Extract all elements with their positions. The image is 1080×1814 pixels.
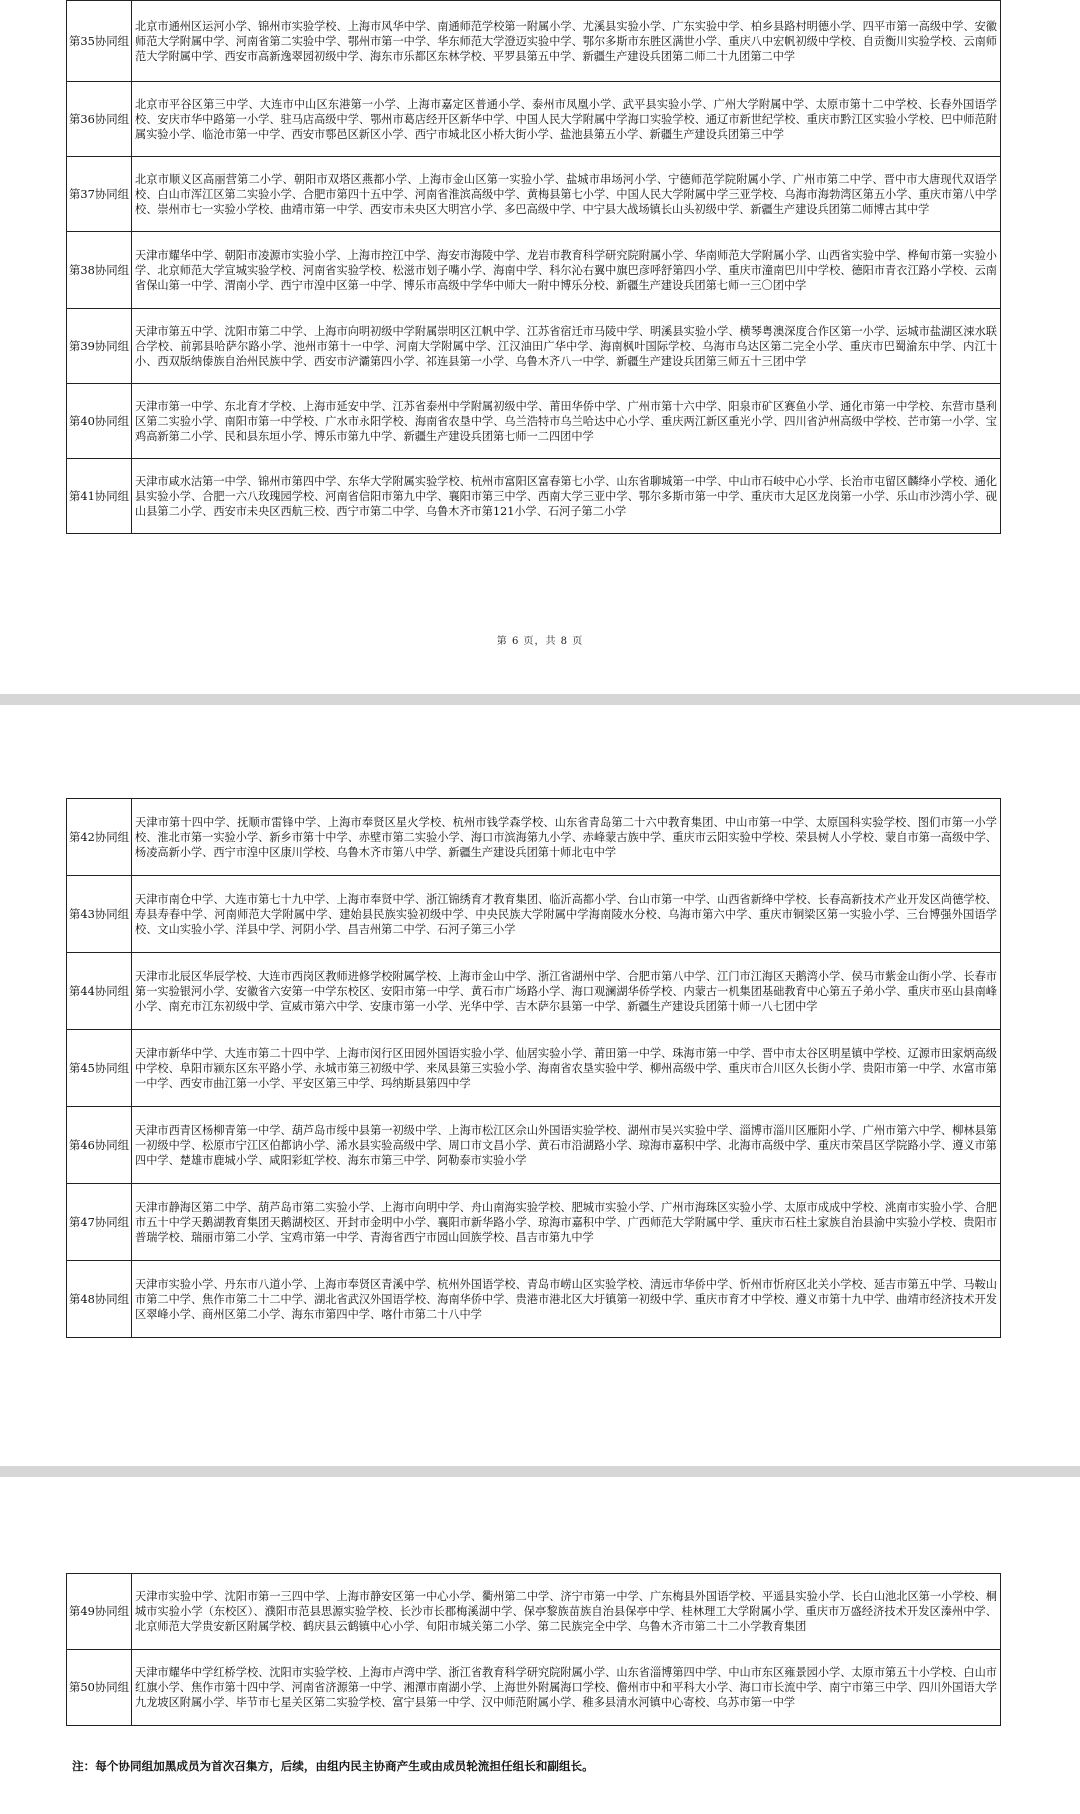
group-members: 北京市平谷区第三中学、大连市中山区东港第一小学、上海市嘉定区普通小学、泰州市凤凰小学、武平县实验小学、广州大学附属中学、太原市第十二中学校、长春外国语学校、安庆市华中路第一小学、驻马店高级中学、鄂州市葛店经开区新华中学、中国人民大学附属中学海口实验学校、通辽市新世纪学校、重庆市黔江区实验小学校、巴中师范附属实验小学、临沧市第一中学、西安市鄠邑区新区小学、西宁市城北区小桥大街小学、盐池县第五小学、新疆生产建设兵团第三中学: [132, 82, 1001, 157]
table-row: [67, 1574, 1001, 1650]
group-members: 天津市咸水沽第一中学、锦州市第四中学、东华大学附属实验学校、杭州市富阳区富春第七小学、山东省聊城第一中学、中山市石岐中心小学、长治市屯留区麟绛小学校、通化县实验小学、合肥一六八玫瑰园学校、河南省信阳市第九中学、襄阳市第三中学、西南大学三亚中学、鄂尔多斯市第一中学、重庆市大足区龙岗第一小学、乐山市沙湾小学、砚山县第二小学、西安市未央区西航三校、西宁市第二中学、乌鲁木齐市第121小学、石河子第二小学: [132, 459, 1001, 534]
group-name: 第45协同组: [67, 1030, 132, 1107]
table-row: [67, 309, 1001, 384]
table-row: [67, 953, 1001, 1030]
table-row: [67, 82, 1001, 157]
group-name: 第48协同组: [67, 1261, 132, 1338]
table-row: [67, 1650, 1001, 1726]
document-page-7: [0, 705, 1080, 1471]
page-separator: [0, 1466, 1080, 1477]
group-table-page-8: [66, 1573, 1001, 1726]
group-name: 第46协同组: [67, 1107, 132, 1184]
group-name: 第50协同组: [67, 1650, 132, 1726]
page-number-footer: 第 6 页，共 8 页: [496, 636, 584, 647]
table-row: [67, 1030, 1001, 1107]
group-members: 天津市西青区杨柳青第一中学、葫芦岛市绥中县第一初级中学、上海市松江区佘山外国语实验学校、湖州市吴兴实验中学、淄博市淄川区雁阳小学、广州市第六中学、柳林县第一初级中学、松原市宁江区伯都讷小学、浠水县实验高级中学、周口市文昌小学、黄石市沿湖路小学、琼海市嘉积中学、北海市高级中学、重庆市荣昌区学院路小学、遵义市第四中学、楚雄市鹿城小学、咸阳彩虹学校、海东市第三中学、阿勒泰市实验小学: [132, 1107, 1001, 1184]
group-name: 第38协同组: [67, 232, 132, 309]
group-members: 天津市新华中学、大连市第二十四中学、上海市闵行区田园外国语实验小学、仙居实验小学、莆田第一中学、珠海市第一中学、晋中市太谷区明星镇中学校、辽源市田家炳高级中学校、阜阳市颍东区东平路小学、永城市第三初级中学、来凤县第三实验小学、海南省农垦实验中学、柳州高级中学、重庆市合川区久长街小学、贵阳市第一中学、水富市第一中学、西安市曲江第一小学、平安区第三中学、玛纳斯县第四中学: [132, 1030, 1001, 1107]
table-row: [67, 1, 1001, 82]
group-name: 第35协同组: [67, 1, 132, 82]
footnote: 注：每个协同组加黑成员为首次召集方，后续，由组内民主协商产生或由成员轮流担任组长和副组长。: [72, 1759, 594, 1773]
group-name: 第41协同组: [67, 459, 132, 534]
group-members: 天津市第一中学、东北育才学校、上海市延安中学、江苏省泰州中学附属初级中学、莆田华侨中学、广州市第十六中学、阳泉市矿区赛鱼小学、通化市第一中学校、东营市垦利区第二实验小学、南阳市第一中学校、广水市永阳学校、海南省农垦中学、乌兰浩特市乌兰哈达中心小学、重庆两江新区重光小学、四川省泸州高级中学校、芒市第一小学、宝鸡高新第二小学、民和县东垣小学、博乐市第九中学、新疆生产建设兵团第七师一二四团中学: [132, 384, 1001, 459]
table-row: [67, 876, 1001, 953]
group-table-page-7: [66, 798, 1001, 1338]
table-row: [67, 1261, 1001, 1338]
group-name: 第39协同组: [67, 309, 132, 384]
group-name: 第44协同组: [67, 953, 132, 1030]
table-row: [67, 1107, 1001, 1184]
group-name: 第49协同组: [67, 1574, 132, 1650]
group-members: 天津市实验小学、丹东市八道小学、上海市奉贤区青溪中学、杭州外国语学校、青岛市崂山区实验学校、清远市华侨中学、忻州市忻府区北关小学校、延吉市第五中学、马鞍山市第二中学、焦作市第二十二中学、湖北省武汉外国语学校、海南华侨中学、贵港市港北区大圩镇第一初级中学、重庆市育才中学校、遵义市第十九中学、曲靖市经济技术开发区翠峰小学、商州区第二小学、海东市第四中学、喀什市第二十八中学: [132, 1261, 1001, 1338]
table-row: [67, 1184, 1001, 1261]
group-table-page-6: [66, 0, 1001, 534]
group-name: 第40协同组: [67, 384, 132, 459]
table-row: [67, 157, 1001, 232]
group-name: 第37协同组: [67, 157, 132, 232]
table-row: [67, 459, 1001, 534]
group-members: 天津市北辰区华辰学校、大连市西岗区教师进修学校附属学校、上海市金山中学、浙江省湖州中学、合肥市第八中学、江门市江海区天鹅湾小学、侯马市紫金山街小学、长春市第一实验银河小学、安徽省六安第一中学东校区、安阳市第一中学、黄石市广场路小学、海口观澜湖华侨学校、内蒙古一机集团基础教育中心第五子弟小学、重庆市巫山县南峰小学、南充市江东初级中学、宣威市第六中学、安康市第一小学、光华中学、吉木萨尔县第一中学、新疆生产建设兵团第十师一八七团中学: [132, 953, 1001, 1030]
table-row: [67, 384, 1001, 459]
group-members: 北京市顺义区高丽营第二小学、朝阳市双塔区燕都小学、上海市金山区第一实验小学、盐城市串场河小学、宁德师范学院附属小学、广州市第二中学、晋中市大唐现代双语学校、白山市浑江区第二实验小学、合肥市第四十五中学、河南省淮滨高级中学、黄梅县第七小学、中国人民大学附属中学三亚学校、乌海市海勃湾区第五小学、重庆市第八中学校、崇州市七一实验小学校、曲靖市第一中学、西安市未央区大明宫小学、多巴高级中学、中宁县大战场镇长山头初级中学、新疆生产建设兵团第二师博古其中学: [132, 157, 1001, 232]
group-members: 天津市静海区第二中学、葫芦岛市第二实验小学、上海市向明中学、舟山南海实验学校、肥城市实验小学、广州市海珠区实验小学、太原市成成中学校、洮南市实验小学、合肥市五十中学天鹅湖教育集团天鹅湖校区、开封市金明中小学、襄阳市新华路小学、琼海市嘉积中学、广西师范大学附属中学、重庆市石柱土家族自治县渝中实验小学校、贵阳市普瑞学校、瑞丽市第二小学、宝鸡市第一中学、青海省西宁市园山回族学校、昌吉市第九中学: [132, 1184, 1001, 1261]
group-name: 第47协同组: [67, 1184, 132, 1261]
document-page-6: [0, 0, 1080, 718]
group-name: 第36协同组: [67, 82, 132, 157]
group-name: 第42协同组: [67, 799, 132, 876]
group-members: 天津市耀华中学红桥学校、沈阳市实验学校、上海市卢湾中学、浙江省教育科学研究院附属小学、山东省淄博第四中学、中山市东区雍景园小学、太原市第五十小学校、白山市红旗小学、焦作市第十四中学、河南省济源第一中学、湘潭市南湖小学、上海世外附属海口学校、儋州市中和平科大小学、海口市长流中学、南宁市第三中学、四川外国语大学九龙坡区附属小学、毕节市七星关区第二实验学校、富宁县第一中学、汉中师范附属小学、稚多县清水河镇中心寄校、乌苏市第一中学: [132, 1650, 1001, 1726]
table-row: [67, 799, 1001, 876]
page-separator: [0, 694, 1080, 705]
group-members: 天津市实验中学、沈阳市第一三四中学、上海市静安区第一中心小学、衢州第二中学、济宁市第一中学、广东梅县外国语学校、平遥县实验小学、长白山池北区第一小学校、桐城市实验小学（东校区）、濮阳市范县思源实验学校、长沙市长郡梅溪湖中学、保亭黎族苗族自治县保亭中学、桂林理工大学附属小学、重庆市万盛经济技术开发区溱州中学、北京师范大学贵安新区附属学校、鹤庆县云鹤镇中心小学、旬阳市城关第二小学、第二民族完全中学、乌鲁木齐市第二十二小学教育集团: [132, 1574, 1001, 1650]
group-members: 天津市第五中学、沈阳市第二中学、上海市向明初级中学附属崇明区江帆中学、江苏省宿迁市马陵中学、明溪县实验小学、横琴粤澳深度合作区第一小学、运城市盐湖区涑水联合学校、前郭县哈萨尔路小学、池州市第十一中学、河南大学附属中学、江汉油田广华中学、海南枫叶国际学校、乌海市乌达区第二完全小学、重庆市巴蜀渝东中学、内江十小、西双版纳傣族自治州民族中学、西安市浐灞第四小学、祁连县第一小学、乌鲁木齐八一中学、新疆生产建设兵团第三师五十三团中学: [132, 309, 1001, 384]
table-row: [67, 232, 1001, 309]
group-members: 北京市通州区运河小学、锦州市实验学校、上海市风华中学、南通师范学校第一附属小学、尤溪县实验小学、广东实验中学、柏乡县路村明德小学、四平市第一高级中学、安徽师范大学附属中学、河南省第二实验中学、鄂州市第一中学、华东师范大学澄迈实验中学、鄂尔多斯市东胜区满世小学、重庆八中宏帆初级中学校、自贡衡川实验学校、云南师范大学附属中学、西安市高新逸翠园初级中学、海东市乐都区东林学校、平罗县第五中学、新疆生产建设兵团第二师二十九团第二中学: [132, 1, 1001, 82]
group-members: 天津市第十四中学、抚顺市雷锋中学、上海市奉贤区星火学校、杭州市钱学森学校、山东省青岛第二十六中教育集团、中山市第一中学、太原国科实验学校、图们市第一小学校、淮北市第一实验小学、新乡市第十中学、赤壁市第二实验小学、海口市滨海第九小学、赤峰蒙古族中学、重庆市云阳实验中学校、荣县树人小学校、蒙自市第一高级中学、杨凌高新小学、西宁市湟中区康川学校、乌鲁木齐市第八中学、新疆生产建设兵团第十师北屯中学: [132, 799, 1001, 876]
group-name: 第43协同组: [67, 876, 132, 953]
group-members: 天津市耀华中学、朝阳市凌源市实验小学、上海市控江中学、海安市海陵中学、龙岩市教育科学研究院附属小学、华南师范大学附属小学、山西省实验中学、桦甸市第一实验小学、北京师范大学宣城实验学校、河南省实验学校、松滋市划子嘴小学、海南中学、科尔沁右翼中旗巴彦呼舒第四小学、重庆市潼南巴川中学校、德阳市青衣江路小学校、云南省保山第一中学、渭南小学、西宁市湟中区第一中学、博乐市高级中学华中师大一附中博乐分校、新疆生产建设兵团第七师一三〇团中学: [132, 232, 1001, 309]
group-members: 天津市南仓中学、大连市第七十九中学、上海市奉贤中学、浙江锦绣育才教育集团、临沂高都小学、台山市第一中学、山西省新绛中学校、长春高新技术产业开发区尚德学校、寿县寿春中学、河南师范大学附属中学、建始县民族实验初级中学、中央民族大学附属中学海南陵水分校、乌海市第六中学、重庆市铜梁区第一实验小学、三台博强外国语学校、文山实验小学、洋县中学、河阴小学、昌吉州第二中学、石河子第三小学: [132, 876, 1001, 953]
